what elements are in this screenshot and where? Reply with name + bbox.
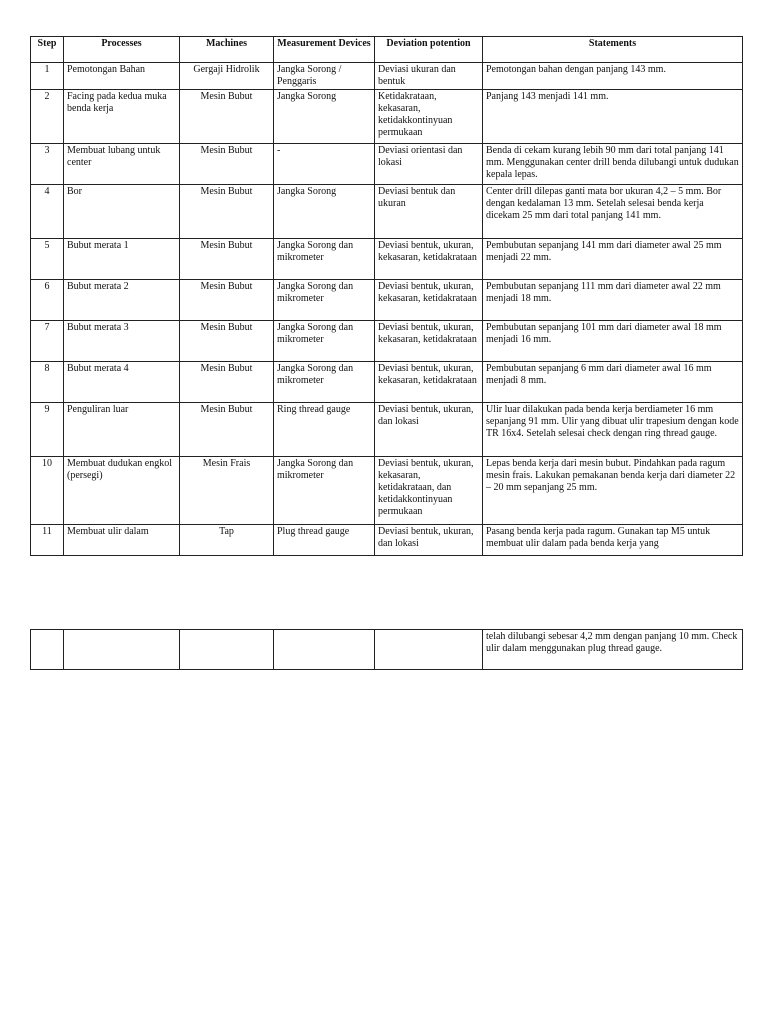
table-header-row [31, 37, 743, 63]
cell-process: Membuat ulir dalam [64, 525, 180, 556]
cell-step: 11 [31, 525, 64, 556]
header-step: Step [31, 37, 64, 63]
cell-machine: Mesin Bubut [180, 362, 274, 403]
cell-step: 6 [31, 280, 64, 321]
cell-deviation: Deviasi bentuk, ukuran, kekasaran, ketidakrataan [375, 239, 483, 280]
cell-step: 4 [31, 185, 64, 239]
cell-step: 3 [31, 144, 64, 185]
cell-step: 8 [31, 362, 64, 403]
cell-step: 2 [31, 90, 64, 144]
cell-machine: Mesin Bubut [180, 144, 274, 185]
cell-process [64, 630, 180, 670]
cell-step: 10 [31, 457, 64, 525]
cell-statement: Panjang 143 menjadi 141 mm. [483, 90, 743, 144]
cell-machine: Tap [180, 525, 274, 556]
cell-deviation: Deviasi ukuran dan bentuk [375, 63, 483, 90]
cell-measurement: Jangka Sorong / Penggaris [274, 63, 375, 90]
cell-measurement: Jangka Sorong dan mikrometer [274, 239, 375, 280]
header-measurement-devices: Measurement Devices [274, 37, 375, 63]
cell-machine: Mesin Bubut [180, 90, 274, 144]
cell-process: Bubut merata 2 [64, 280, 180, 321]
cell-machine: Mesin Bubut [180, 239, 274, 280]
cell-deviation: Deviasi bentuk, ukuran, dan lokasi [375, 525, 483, 556]
table-row [31, 90, 743, 144]
table-row-continuation [31, 630, 743, 670]
header-machines: Machines [180, 37, 274, 63]
cell-statement: Center drill dilepas ganti mata bor ukuran 4,2 – 5 mm. Bor dengan kedalaman 13 mm. Setelah selesai benda kerja dicekam 25 mm dari total panjang 141 mm. [483, 185, 743, 239]
cell-statement: Pembubutan sepanjang 6 mm dari diameter awal 16 mm menjadi 8 mm. [483, 362, 743, 403]
cell-step: 7 [31, 321, 64, 362]
cell-process: Bubut merata 1 [64, 239, 180, 280]
cell-measurement: - [274, 144, 375, 185]
table-row [31, 457, 743, 525]
header-processes: Processes [64, 37, 180, 63]
table-row [31, 321, 743, 362]
cell-process: Pemotongan Bahan [64, 63, 180, 90]
cell-process: Bubut merata 3 [64, 321, 180, 362]
cell-process: Membuat dudukan engkol (persegi) [64, 457, 180, 525]
cell-measurement: Jangka Sorong [274, 185, 375, 239]
cell-machine: Mesin Frais [180, 457, 274, 525]
header-statements: Statements [483, 37, 743, 63]
cell-measurement: Jangka Sorong dan mikrometer [274, 280, 375, 321]
cell-process: Bubut merata 4 [64, 362, 180, 403]
cell-deviation [375, 630, 483, 670]
cell-statement: Ulir luar dilakukan pada benda kerja berdiameter 16 mm sepanjang 91 mm. Ulir yang dibuat ulir trapesium dengan kode TR 16x4. Setelah selesai check dengan ring thread gauge. [483, 403, 743, 457]
cell-deviation: Deviasi orientasi dan lokasi [375, 144, 483, 185]
cell-step [31, 630, 64, 670]
cell-machine: Mesin Bubut [180, 280, 274, 321]
table-row [31, 362, 743, 403]
cell-statement: Pasang benda kerja pada ragum. Gunakan tap M5 untuk membuat ulir dalam pada benda kerja yang [483, 525, 743, 556]
table-row [31, 63, 743, 90]
cell-process: Facing pada kedua muka benda kerja [64, 90, 180, 144]
cell-process: Membuat lubang untuk center [64, 144, 180, 185]
header-deviation-potention: Deviation potention [375, 37, 483, 63]
cell-statement: Benda di cekam kurang lebih 90 mm dari total panjang 141 mm. Menggunakan center drill benda dilubangi untuk dudukan kepala lepas. [483, 144, 743, 185]
cell-deviation: Deviasi bentuk, ukuran, kekasaran, ketidakrataan [375, 362, 483, 403]
cell-machine: Mesin Bubut [180, 321, 274, 362]
cell-machine: Gergaji Hidrolik [180, 63, 274, 90]
cell-machine [180, 630, 274, 670]
cell-deviation: Deviasi bentuk, ukuran, kekasaran, ketidakrataan [375, 321, 483, 362]
cell-measurement [274, 630, 375, 670]
cell-step: 9 [31, 403, 64, 457]
cell-deviation: Deviasi bentuk, ukuran, dan lokasi [375, 403, 483, 457]
cell-machine: Mesin Bubut [180, 403, 274, 457]
cell-step: 5 [31, 239, 64, 280]
cell-measurement: Ring thread gauge [274, 403, 375, 457]
cell-statement: Pemotongan bahan dengan panjang 143 mm. [483, 63, 743, 90]
cell-deviation: Deviasi bentuk dan ukuran [375, 185, 483, 239]
cell-process: Bor [64, 185, 180, 239]
process-table-continuation [30, 629, 743, 670]
cell-measurement: Jangka Sorong [274, 90, 375, 144]
cell-measurement: Plug thread gauge [274, 525, 375, 556]
cell-deviation: Ketidakrataan, kekasaran, ketidakkontinyuan permukaan [375, 90, 483, 144]
table-row [31, 525, 743, 556]
cell-statement: Pembubutan sepanjang 101 mm dari diameter awal 18 mm menjadi 16 mm. [483, 321, 743, 362]
table-row [31, 403, 743, 457]
cell-measurement: Jangka Sorong dan mikrometer [274, 457, 375, 525]
cell-machine: Mesin Bubut [180, 185, 274, 239]
cell-measurement: Jangka Sorong dan mikrometer [274, 362, 375, 403]
table-row [31, 144, 743, 185]
cell-measurement: Jangka Sorong dan mikrometer [274, 321, 375, 362]
cell-process: Penguliran luar [64, 403, 180, 457]
cell-statement: Pembubutan sepanjang 141 mm dari diameter awal 25 mm menjadi 22 mm. [483, 239, 743, 280]
process-table [30, 36, 743, 556]
cell-statement: Pembubutan sepanjang 111 mm dari diameter awal 22 mm menjadi 18 mm. [483, 280, 743, 321]
table-body [31, 63, 743, 556]
table-row [31, 280, 743, 321]
table-row [31, 185, 743, 239]
cell-statement: telah dilubangi sebesar 4,2 mm dengan panjang 10 mm. Check ulir dalam menggunakan plug thread gauge. [483, 630, 743, 670]
cell-deviation: Deviasi bentuk, ukuran, kekasaran, ketidakrataan [375, 280, 483, 321]
cell-step: 1 [31, 63, 64, 90]
table-row [31, 239, 743, 280]
cell-deviation: Deviasi bentuk, ukuran, kekasaran, ketidakrataan, dan ketidakkontinyuan permukaan [375, 457, 483, 525]
cell-statement: Lepas benda kerja dari mesin bubut. Pindahkan pada ragum mesin frais. Lakukan pemakanan benda kerja dari diameter 22 – 20 mm sepanjang 25 mm. [483, 457, 743, 525]
